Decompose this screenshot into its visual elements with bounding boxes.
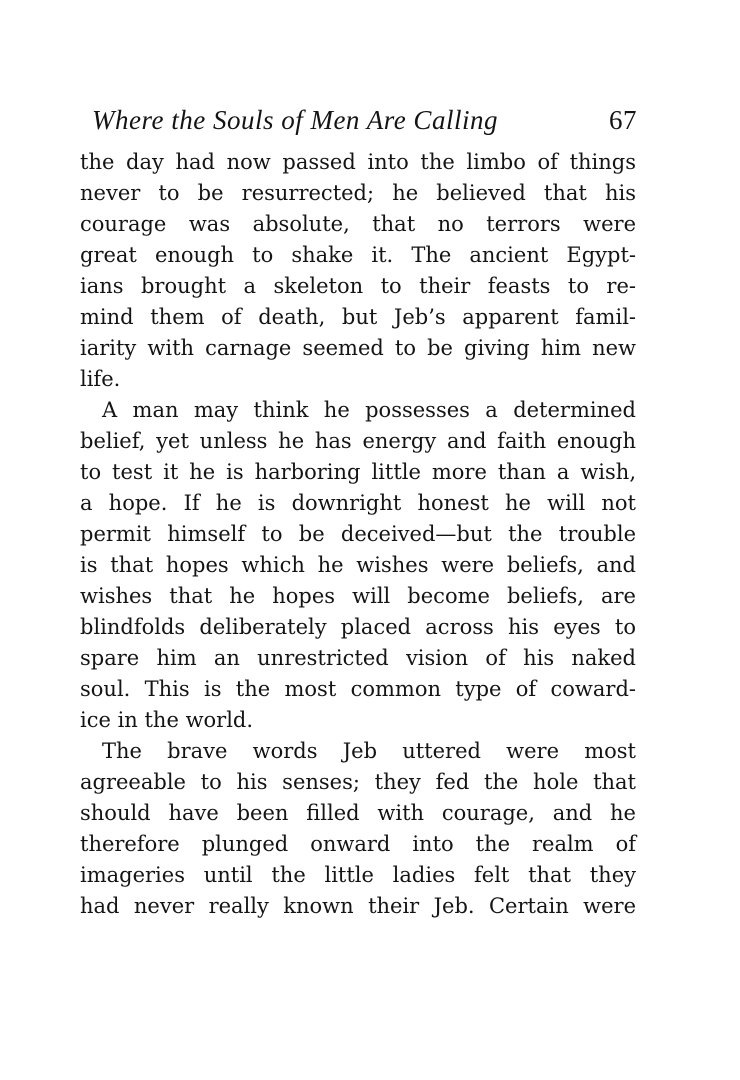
text-line: to test it he is harboring little more than a wish, bbox=[80, 460, 636, 484]
paragraph-1 bbox=[80, 147, 636, 395]
running-head bbox=[92, 102, 637, 138]
text-line: belief, yet unless he has energy and faith enough bbox=[80, 429, 636, 453]
text-line: mind them of death, but Jeb’s apparent famil- bbox=[80, 305, 636, 329]
text-line: courage was absolute, that no terrors were bbox=[80, 212, 636, 236]
text-line: wishes that he hopes will become beliefs, are bbox=[80, 584, 636, 608]
text-line: iarity with carnage seemed to be giving him new bbox=[80, 336, 636, 360]
text-line: never to be resurrected; he believed that his bbox=[80, 181, 636, 205]
text-line: spare him an unrestricted vision of his naked bbox=[80, 646, 636, 670]
text-line: had never really known their Jeb. Certain were bbox=[80, 894, 636, 918]
text-line: A man may think he possesses a determined bbox=[102, 398, 636, 422]
text-line: imageries until the little ladies felt that they bbox=[80, 863, 636, 887]
paragraph-2 bbox=[80, 395, 636, 736]
page-number: 67 bbox=[609, 105, 637, 135]
text-line: is that hopes which he wishes were beliefs, and bbox=[80, 553, 636, 577]
running-title: Where the Souls of Men Are Calling bbox=[92, 105, 498, 135]
text-line: agreeable to his senses; they fed the hole that bbox=[80, 770, 636, 794]
text-line: ians brought a skeleton to their feasts to re- bbox=[80, 274, 636, 298]
text-line: therefore plunged onward into the realm of bbox=[80, 832, 636, 856]
text-line: The brave words Jeb uttered were most bbox=[102, 739, 636, 763]
text-line: blindfolds deliberately placed across his eyes to bbox=[80, 615, 636, 639]
text-line: great enough to shake it. The ancient Egypt- bbox=[80, 243, 636, 267]
text-line: ice in the world. bbox=[80, 708, 254, 732]
body-text bbox=[80, 147, 636, 922]
text-line: should have been filled with courage, and he bbox=[80, 801, 636, 825]
paragraph-3 bbox=[80, 736, 636, 922]
text-line: permit himself to be deceived—but the trouble bbox=[80, 522, 636, 546]
text-line: soul. This is the most common type of coward- bbox=[80, 677, 636, 701]
text-line: the day had now passed into the limbo of things bbox=[80, 150, 636, 174]
text-line: life. bbox=[80, 367, 121, 391]
text-line: a hope. If he is downright honest he will not bbox=[80, 491, 636, 515]
